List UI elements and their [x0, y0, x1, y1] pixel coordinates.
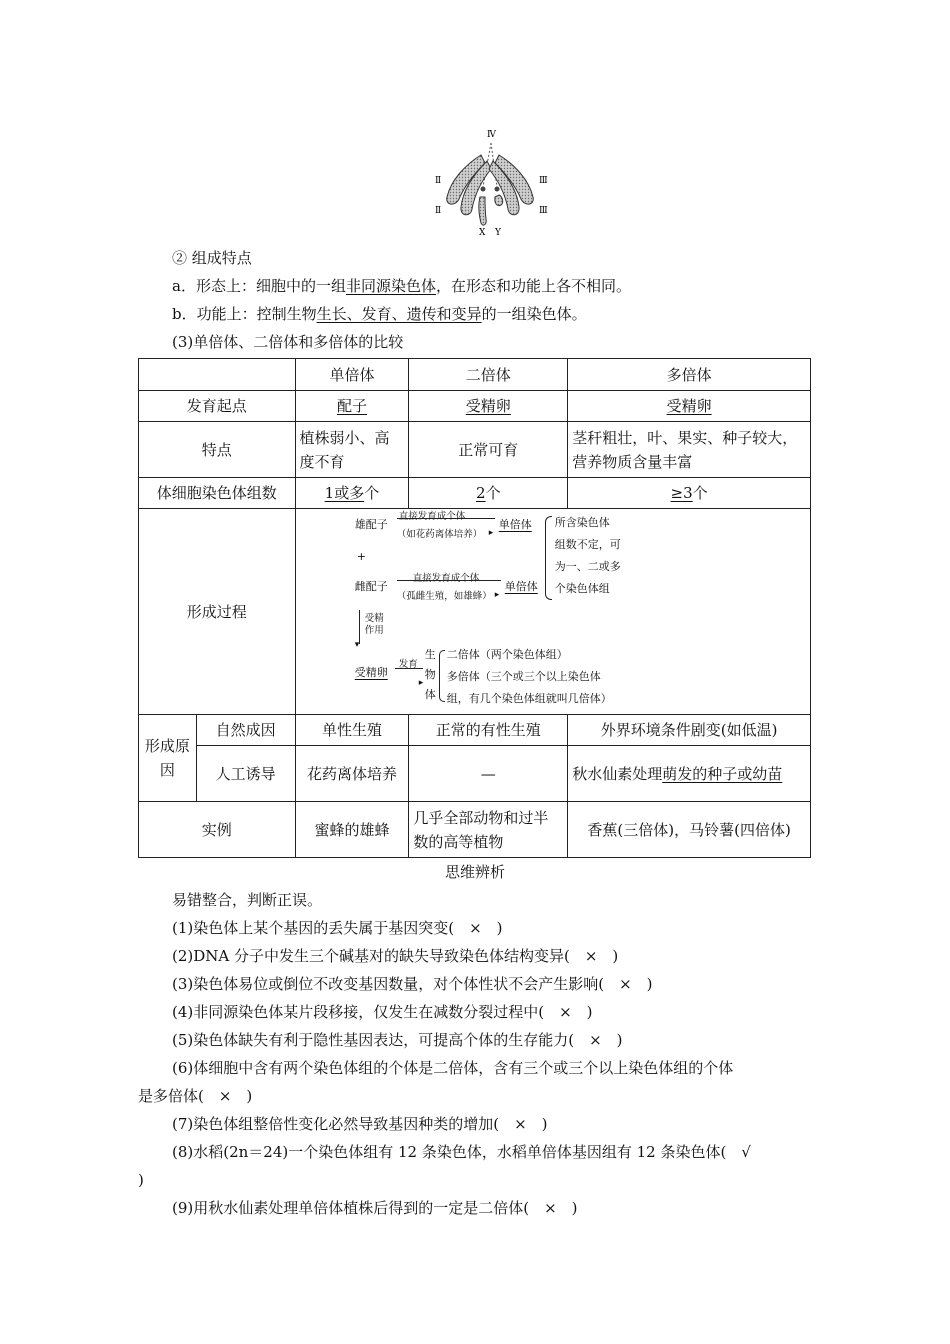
ploidy-comparison-table	[138, 358, 811, 858]
arrow2-top-label: 直接发育成个体	[412, 572, 480, 584]
judgment-item: (4)非同源染色体某片段移接，仅发生在减数分裂过程中( × )	[172, 1003, 593, 1021]
function-answer: 生长、发育、遗传和变异	[316, 305, 482, 323]
feature-haploid: 植株弱小、高度不育	[295, 422, 409, 478]
arrow1-line	[397, 518, 495, 519]
formation-process-diagram	[295, 509, 811, 715]
cause-group-label: 形成原因	[139, 715, 197, 802]
fertilization-arrow-head: ▾	[354, 639, 360, 650]
table-header-row	[139, 359, 811, 391]
section-title-comparison: (3)单倍体、二倍体和多倍体的比较	[172, 333, 404, 351]
feature-polyploid: 茎秆粗壮，叶、果实、种子较大，营养物质含量丰富	[568, 422, 811, 478]
fertilization-label-2: 作用	[364, 624, 384, 636]
origin-haploid: 配子	[336, 397, 367, 415]
sets-polyploid: ≥3	[670, 484, 693, 502]
haploid-note-1: 所含染色体	[554, 515, 610, 529]
artificial-haploid: 花药离体培养	[295, 746, 409, 802]
organism-char-1: 生	[424, 647, 436, 661]
figure-label-iv: Ⅳ	[487, 130, 496, 140]
table-row-example	[139, 802, 811, 858]
judgment-item: (5)染色体缺失有利于隐性基因表达，可提高个体的生存能力( × )	[172, 1031, 623, 1049]
figure-label-y: Y	[495, 228, 501, 237]
row-label: 特点	[139, 422, 296, 478]
organism-brace	[439, 650, 445, 702]
arrow2-head: ▸	[494, 589, 500, 600]
function-prefix: b．功能上：控制生物	[172, 305, 317, 323]
process-flow	[353, 512, 753, 712]
artificial-diploid: —	[409, 746, 568, 802]
judgment-item-continued: 是多倍体( × )	[138, 1087, 253, 1105]
natural-polyploid: 外界环境条件剧变(如低温)	[568, 715, 811, 746]
chromosome-set-figure	[425, 125, 555, 237]
table-row-chromosome-sets	[139, 478, 811, 509]
female-gamete-label: 雌配子	[354, 579, 388, 593]
table-row-origin	[139, 391, 811, 422]
judgment-item-continued: )	[138, 1171, 144, 1189]
plus-sign: +	[356, 549, 366, 563]
outcome-polyploid: 多倍体（三个或三个以上染色体	[446, 669, 601, 683]
feature-diploid: 正常可育	[409, 422, 568, 478]
morphology-answer: 非同源染色体	[345, 277, 436, 295]
row-label: 实例	[139, 802, 296, 858]
artificial-cause-label: 人工诱导	[196, 746, 295, 802]
header-empty-cell	[139, 359, 296, 391]
thinking-intro: 易错整合，判断正误。	[172, 891, 323, 909]
header-haploid: 单倍体	[295, 359, 409, 391]
natural-diploid: 正常的有性生殖	[409, 715, 568, 746]
figure-label-x: X	[479, 228, 486, 237]
figure-label-iii-upper: Ⅲ	[539, 176, 548, 186]
thinking-section-title: 思维辨析	[444, 863, 505, 881]
morphology-suffix: ，在形态和功能上各不相同。	[435, 277, 631, 295]
haploid-brace	[545, 516, 552, 600]
row-label: 发育起点	[139, 391, 296, 422]
morphology-prefix: a．形态上：细胞中的一组	[172, 277, 346, 295]
origin-polyploid: 受精卵	[666, 397, 712, 415]
table-row-feature	[139, 422, 811, 478]
haploid-note-2: 组数不定，可	[554, 537, 621, 551]
develop-arrow-head: ▸	[418, 677, 424, 688]
function-line	[172, 304, 587, 324]
haploid-note-3: 为一、二或多	[554, 559, 621, 573]
zygote-label: 受精卵	[354, 665, 388, 679]
sets-polyploid-unit: 个	[692, 484, 708, 502]
haploid-result-2: 单倍体	[504, 579, 538, 593]
fertilization-label-1: 受精	[364, 612, 384, 624]
artificial-polyploid-prefix: 秋水仙素处理	[572, 764, 663, 783]
judgment-item: (9)用秋水仙素处理单倍体植株后得到的一定是二倍体( × )	[172, 1199, 578, 1217]
figure-label-ii-lower: Ⅱ	[435, 206, 442, 216]
table-row-formation-process	[139, 509, 811, 715]
arrow1-head: ▸	[488, 527, 494, 538]
sets-haploid: 1或多	[324, 484, 365, 502]
arrow2-line	[397, 580, 501, 581]
figure-label-ii-upper: Ⅱ	[435, 176, 442, 186]
judgment-item: (6)体细胞中含有两个染色体组的个体是二倍体，含有三个或三个以上染色体组的个体	[172, 1059, 734, 1077]
header-polyploid: 多倍体	[568, 359, 811, 391]
haploid-result-1: 单倍体	[498, 517, 532, 531]
develop-label: 发育	[398, 658, 418, 670]
arrow1-bottom-label: （如花药离体培养）	[396, 528, 483, 540]
haploid-note-4: 个染色体组	[554, 581, 610, 595]
artificial-polyploid	[568, 746, 811, 802]
develop-arrow	[395, 668, 423, 669]
section-title-composition: ② 组成特点	[172, 249, 252, 267]
artificial-polyploid-answer: 萌发的种子或幼苗	[662, 764, 783, 783]
example-polyploid: 香蕉(三倍体)，马铃薯(四倍体)	[568, 802, 811, 858]
table-row-natural-cause	[139, 715, 811, 746]
judgment-item: (8)水稻(2n＝24)一个染色体组有 12 条染色体，水稻单倍体基因组有 12 条染色体( √	[172, 1143, 751, 1161]
arrow1-top-label: 直接发育成个体	[398, 510, 466, 522]
judgment-item: (2)DNA 分子中发生三个碱基对的缺失导致染色体结构变异( × )	[172, 947, 619, 965]
judgment-item: (1)染色体上某个基因的丢失属于基因突变( × )	[172, 919, 503, 937]
sets-diploid: 2	[476, 484, 486, 502]
header-diploid: 二倍体	[409, 359, 568, 391]
organism-char-3: 体	[424, 687, 436, 701]
example-haploid: 蜜蜂的雄蜂	[295, 802, 409, 858]
judgment-item: (7)染色体组整倍性变化必然导致基因种类的增加( × )	[172, 1115, 548, 1133]
function-suffix: 的一组染色体。	[481, 305, 587, 323]
row-label: 形成过程	[139, 509, 296, 715]
organism-char-2: 物	[424, 667, 436, 681]
row-label: 体细胞染色体组数	[139, 478, 296, 509]
natural-haploid: 单性生殖	[295, 715, 409, 746]
outcome-diploid: 二倍体（两个染色体组）	[446, 647, 568, 661]
outcome-polyploid-cont: 组，有几个染色体组就叫几倍体）	[446, 691, 612, 705]
figure-label-iii-lower: Ⅲ	[539, 206, 548, 216]
table-row-artificial-cause	[139, 746, 811, 802]
example-diploid: 几乎全部动物和过半数的高等植物	[409, 802, 568, 858]
origin-diploid: 受精卵	[465, 397, 511, 415]
chromosome-diagram	[425, 125, 555, 237]
morphology-line	[172, 276, 631, 296]
sets-haploid-unit: 个	[364, 484, 380, 502]
male-gamete-label: 雄配子	[354, 517, 388, 531]
judgment-item: (3)染色体易位或倒位不改变基因数量，对个体性状不会产生影响( × )	[172, 975, 653, 993]
natural-cause-label: 自然成因	[196, 715, 295, 746]
sets-diploid-unit: 个	[485, 484, 501, 502]
arrow2-bottom-label: （孤雌生殖，如雄蜂）	[396, 590, 492, 602]
